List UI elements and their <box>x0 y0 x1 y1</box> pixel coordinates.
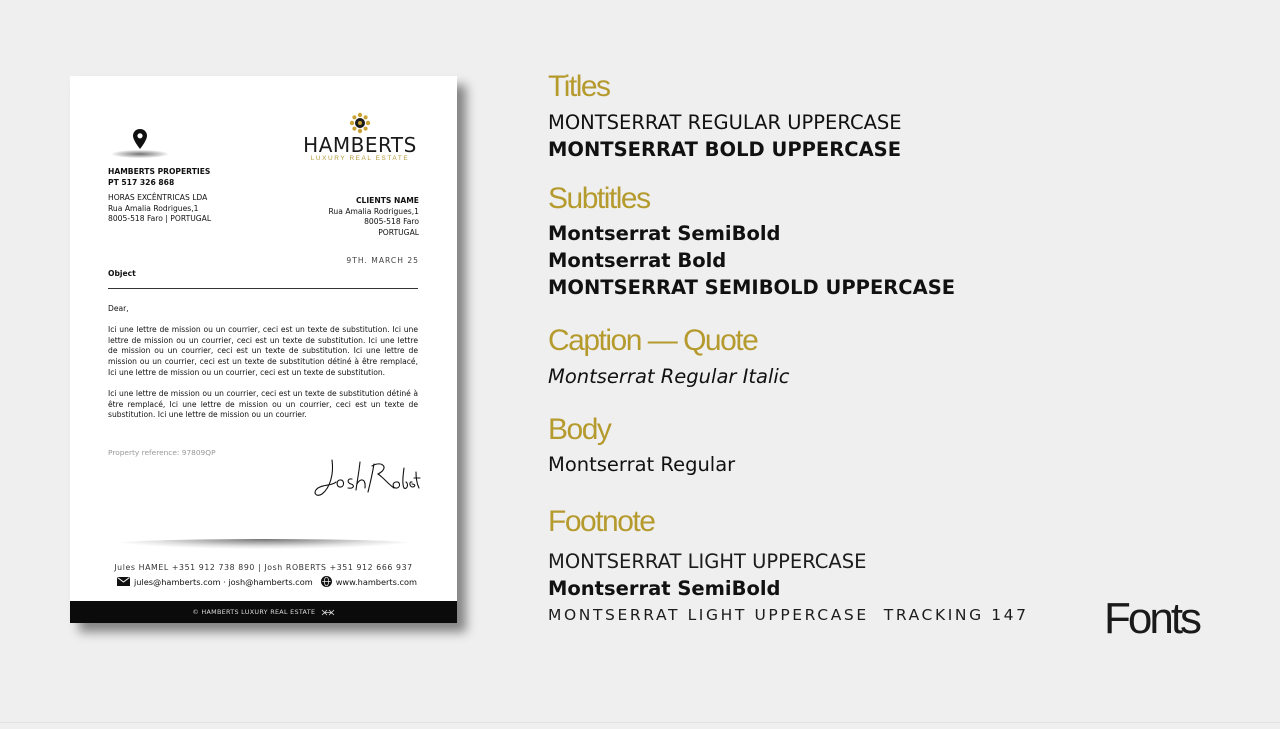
bottom-divider <box>0 722 1280 723</box>
logo-mark-small-icon <box>321 609 335 616</box>
subtitles-sample-semibold: Montserrat SemiBold <box>548 222 781 245</box>
recipient-block <box>329 196 420 238</box>
footer-copyright: © HAMBERTS LUXURY REAL ESTATE <box>192 608 316 616</box>
paragraph-1: Ici une lettre de mission ou un courrier, ceci est un texte de substitution. Ici une lettre de mission ou un courrier, ceci est un texte de substitution. Ici une lettre de mission ou un courrier, ceci est un texte de substitution. Ici une lettre de mission ou un courrier, ceci est un texte de substitution détiné à être remplacé, Ici une lettre de mission ou un courrier, ceci est un texte de substitution. <box>108 324 418 377</box>
recipient-country: PORTUGAL <box>378 227 419 237</box>
footer-shadow <box>110 539 420 549</box>
body-heading: Body <box>548 413 611 446</box>
footnote-sample-semibold: Montserrat SemiBold <box>548 577 781 600</box>
footnote-heading: Footnote <box>548 505 655 538</box>
recipient-street: Rua Amalia Rodrigues,1 <box>328 206 419 216</box>
signature <box>310 454 422 502</box>
contact-website[interactable]: www.hamberts.com <box>335 576 417 587</box>
letter-footer-bar <box>70 601 457 623</box>
logo-tagline: LUXURY REAL ESTATE <box>310 155 410 162</box>
sender-legal-name: HORAS EXCÊNTRICAS LDA <box>108 193 208 202</box>
subtitles-sample-semibold-uppercase: MONTSERRAT SEMIBOLD UPPERCASE <box>548 276 956 299</box>
titles-sample-regular: MONTSERRAT REGULAR UPPERCASE <box>548 111 902 134</box>
pin-shadow <box>112 150 168 158</box>
caption-heading: Caption — Quote <box>548 324 758 357</box>
recipient-city: 8005-518 Faro <box>364 217 419 226</box>
page-label: Fonts <box>1104 594 1200 643</box>
sender-city: 8005-518 Faro | PORTUGAL <box>108 214 212 223</box>
footnote-sample-tracked: MONTSERRAT LIGHT UPPERCASE TRACKING 147 <box>548 606 1029 624</box>
contact-emails[interactable]: jules@hamberts.com · josh@hamberts.com <box>134 576 313 587</box>
letterhead-mockup <box>70 76 457 623</box>
titles-sample-bold: MONTSERRAT BOLD UPPERCASE <box>548 138 902 161</box>
property-reference: Property reference: 97809QP <box>108 448 216 457</box>
globe-icon <box>321 576 332 587</box>
subtitles-heading: Subtitles <box>548 182 650 215</box>
logo-name: HAMBERTS <box>303 133 417 157</box>
body-sample-regular: Montserrat Regular <box>548 453 736 476</box>
contact-row <box>112 576 422 587</box>
letter-body <box>108 304 418 431</box>
contacts-line: Jules HAMEL +351 912 738 890 | Josh ROBERTS +351 912 666 937 <box>114 563 413 572</box>
object-label: Object <box>108 269 136 278</box>
sender-pt-number: PT 517 326 868 <box>108 177 175 187</box>
letter-date: 9TH. MARCH 25 <box>346 256 419 265</box>
footnote-sample-light: MONTSERRAT LIGHT UPPERCASE <box>548 550 867 573</box>
mail-icon <box>117 577 130 586</box>
subtitles-sample-bold: Montserrat Bold <box>548 249 727 272</box>
greeting: Dear, <box>108 304 129 313</box>
paragraph-2: Ici une lettre de mission ou un courrier, ceci est un texte de substitution détiné à être remplacé, Ici une lettre de mission ou un courrier, ceci est un texte de substitution. Ici une lettre de mission ou un courrier. <box>108 388 418 420</box>
caption-sample-italic: Montserrat Regular Italic <box>548 365 790 388</box>
recipient-name: CLIENTS NAME <box>355 196 419 205</box>
company-logo <box>300 112 420 162</box>
mandala-icon <box>349 112 371 134</box>
sender-company: HAMBERTS PROPERTIES <box>108 167 211 176</box>
sender-block <box>108 167 211 225</box>
object-divider <box>108 288 418 289</box>
location-pin-icon <box>132 129 148 149</box>
sender-street: Rua Amalia Rodrigues,1 <box>108 203 199 213</box>
titles-heading: Titles <box>548 70 610 103</box>
